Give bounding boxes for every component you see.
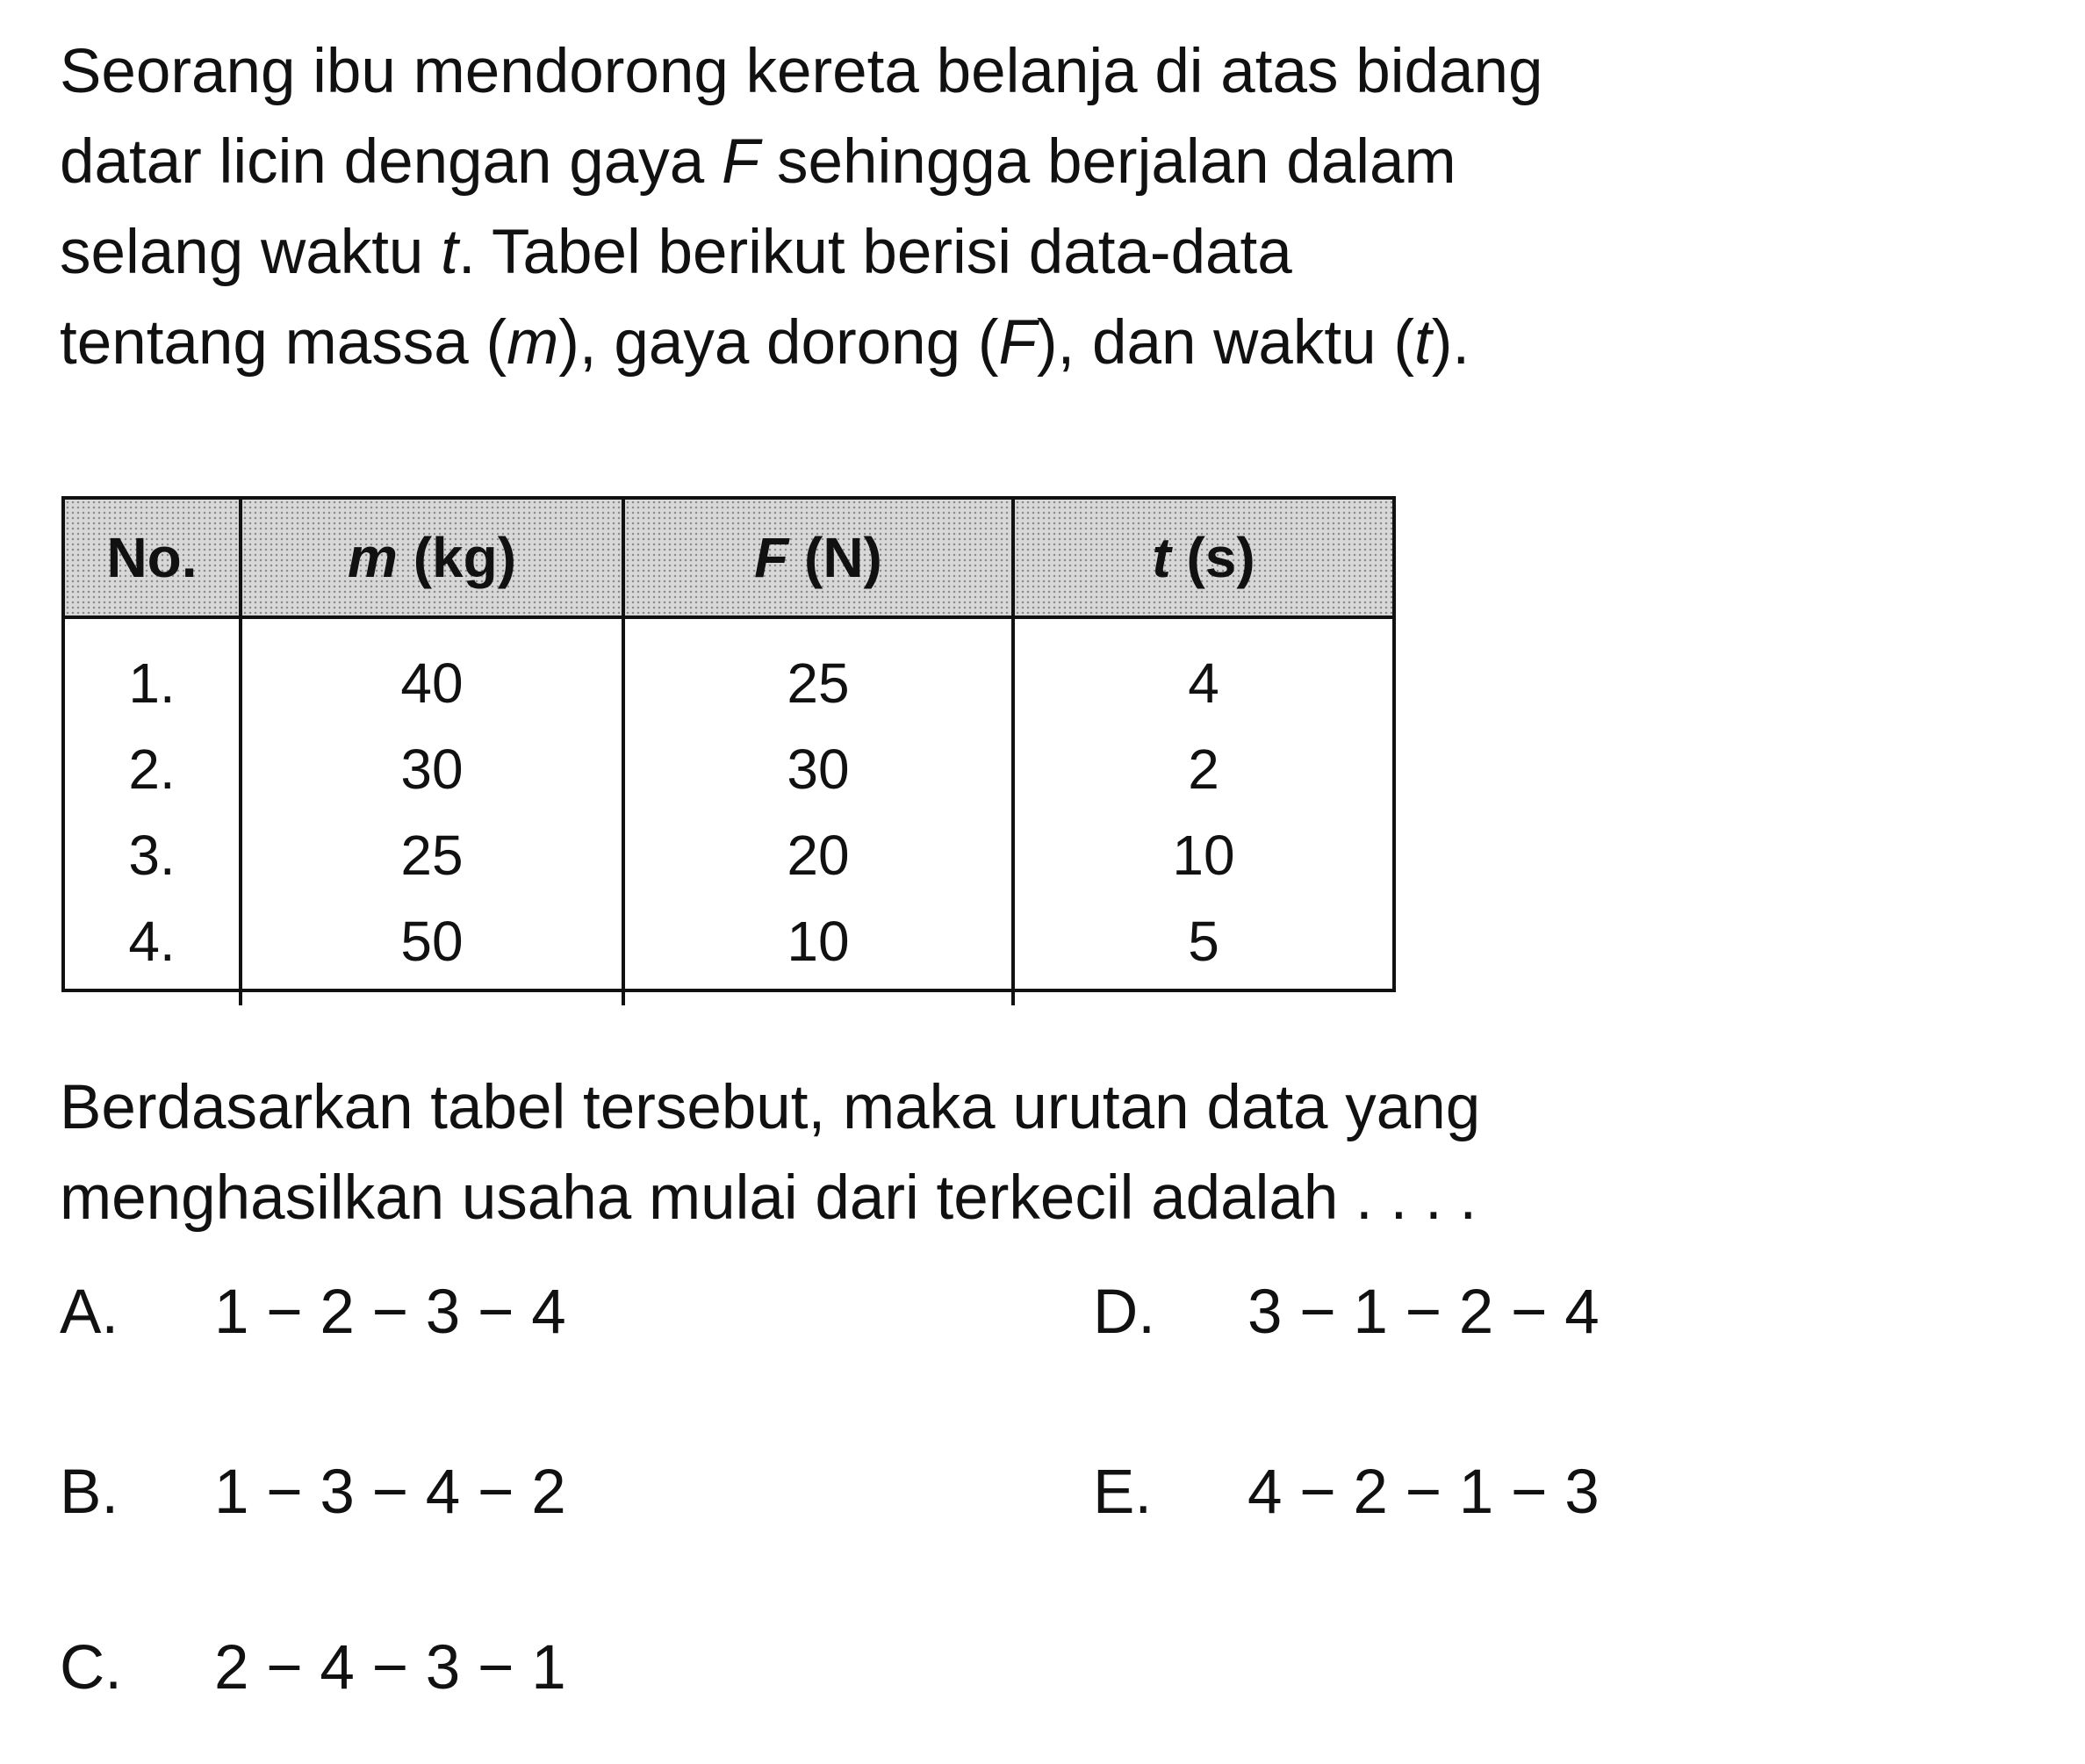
cell-time: 10 xyxy=(1172,824,1235,887)
cell-force: 25 xyxy=(623,617,1013,726)
option-b[interactable] xyxy=(60,1453,566,1532)
cell-mass: 25 xyxy=(241,812,623,898)
intro-line-4b: ), gaya dorong ( xyxy=(558,308,999,378)
cell-no: 3. xyxy=(65,812,241,898)
intro-line-2a: datar licin dengan gaya xyxy=(60,127,722,197)
table-row xyxy=(65,812,1392,898)
intro-line-3a: selang waktu xyxy=(60,218,442,287)
option-text: 1 − 2 − 3 − 4 xyxy=(214,1278,566,1347)
option-text: 3 − 1 − 2 − 4 xyxy=(1247,1278,1600,1347)
cell-force: 20 xyxy=(623,812,1013,898)
cell-time: 4 xyxy=(1188,652,1219,715)
option-e[interactable] xyxy=(1093,1453,1600,1532)
option-text: 4 − 2 − 1 − 3 xyxy=(1247,1458,1600,1527)
variable-m: m xyxy=(507,308,559,378)
option-c[interactable] xyxy=(60,1629,566,1708)
cell-no: 4. xyxy=(65,898,241,1005)
cell-no: 2. xyxy=(65,726,241,812)
cell-force: 30 xyxy=(623,726,1013,812)
cell-mass: 30 xyxy=(241,726,623,812)
option-letter: B. xyxy=(60,1458,119,1527)
intro-line-4d: ). xyxy=(1431,308,1470,378)
option-letter: A. xyxy=(60,1278,119,1347)
option-text: 1 − 3 − 4 − 2 xyxy=(214,1458,566,1527)
variable-t-2: t xyxy=(1414,308,1432,378)
table-row xyxy=(65,726,1392,812)
variable-f: F xyxy=(721,127,760,197)
variable-t: t xyxy=(441,218,458,287)
header-no: No. xyxy=(65,500,241,617)
cell-time: 2 xyxy=(1188,738,1219,801)
intro-line-4c: ), dan waktu ( xyxy=(1036,308,1415,378)
problem-statement xyxy=(60,26,2009,388)
variable-f-2: F xyxy=(998,308,1037,378)
question-text xyxy=(60,1062,2009,1243)
option-letter: D. xyxy=(1093,1278,1155,1347)
intro-line-3b: . Tabel berikut berisi data-data xyxy=(457,218,1292,287)
question-line-1: Berdasarkan tabel tersebut, maka urutan data yang xyxy=(60,1073,1481,1142)
header-mass: m (kg) xyxy=(241,500,623,617)
cell-mass: 40 xyxy=(241,617,623,726)
intro-line-1: Seorang ibu mendorong kereta belanja di atas bidang xyxy=(60,37,1543,106)
intro-line-4a: tentang massa ( xyxy=(60,308,507,378)
cell-mass: 50 xyxy=(241,898,623,1005)
data-table-grid xyxy=(65,500,1392,1005)
table-header-row xyxy=(65,500,1392,617)
intro-line-2b: sehingga berjalan dalam xyxy=(759,127,1456,197)
cell-no: 1. xyxy=(65,617,241,726)
option-d[interactable] xyxy=(1093,1273,1600,1352)
data-table xyxy=(61,496,1396,992)
question-line-2: menghasilkan usaha mulai dari terkecil adalah . . . . xyxy=(60,1163,1477,1233)
option-a[interactable] xyxy=(60,1273,566,1352)
option-letter: C. xyxy=(60,1633,122,1703)
table-row xyxy=(65,617,1392,726)
cell-time: 5 xyxy=(1188,910,1219,973)
option-letter: E. xyxy=(1093,1458,1153,1527)
table-row xyxy=(65,898,1392,1005)
cell-force: 10 xyxy=(623,898,1013,1005)
option-text: 2 − 4 − 3 − 1 xyxy=(214,1633,566,1703)
header-time: t (s) xyxy=(1013,500,1392,617)
header-force: F (N) xyxy=(623,500,1013,617)
